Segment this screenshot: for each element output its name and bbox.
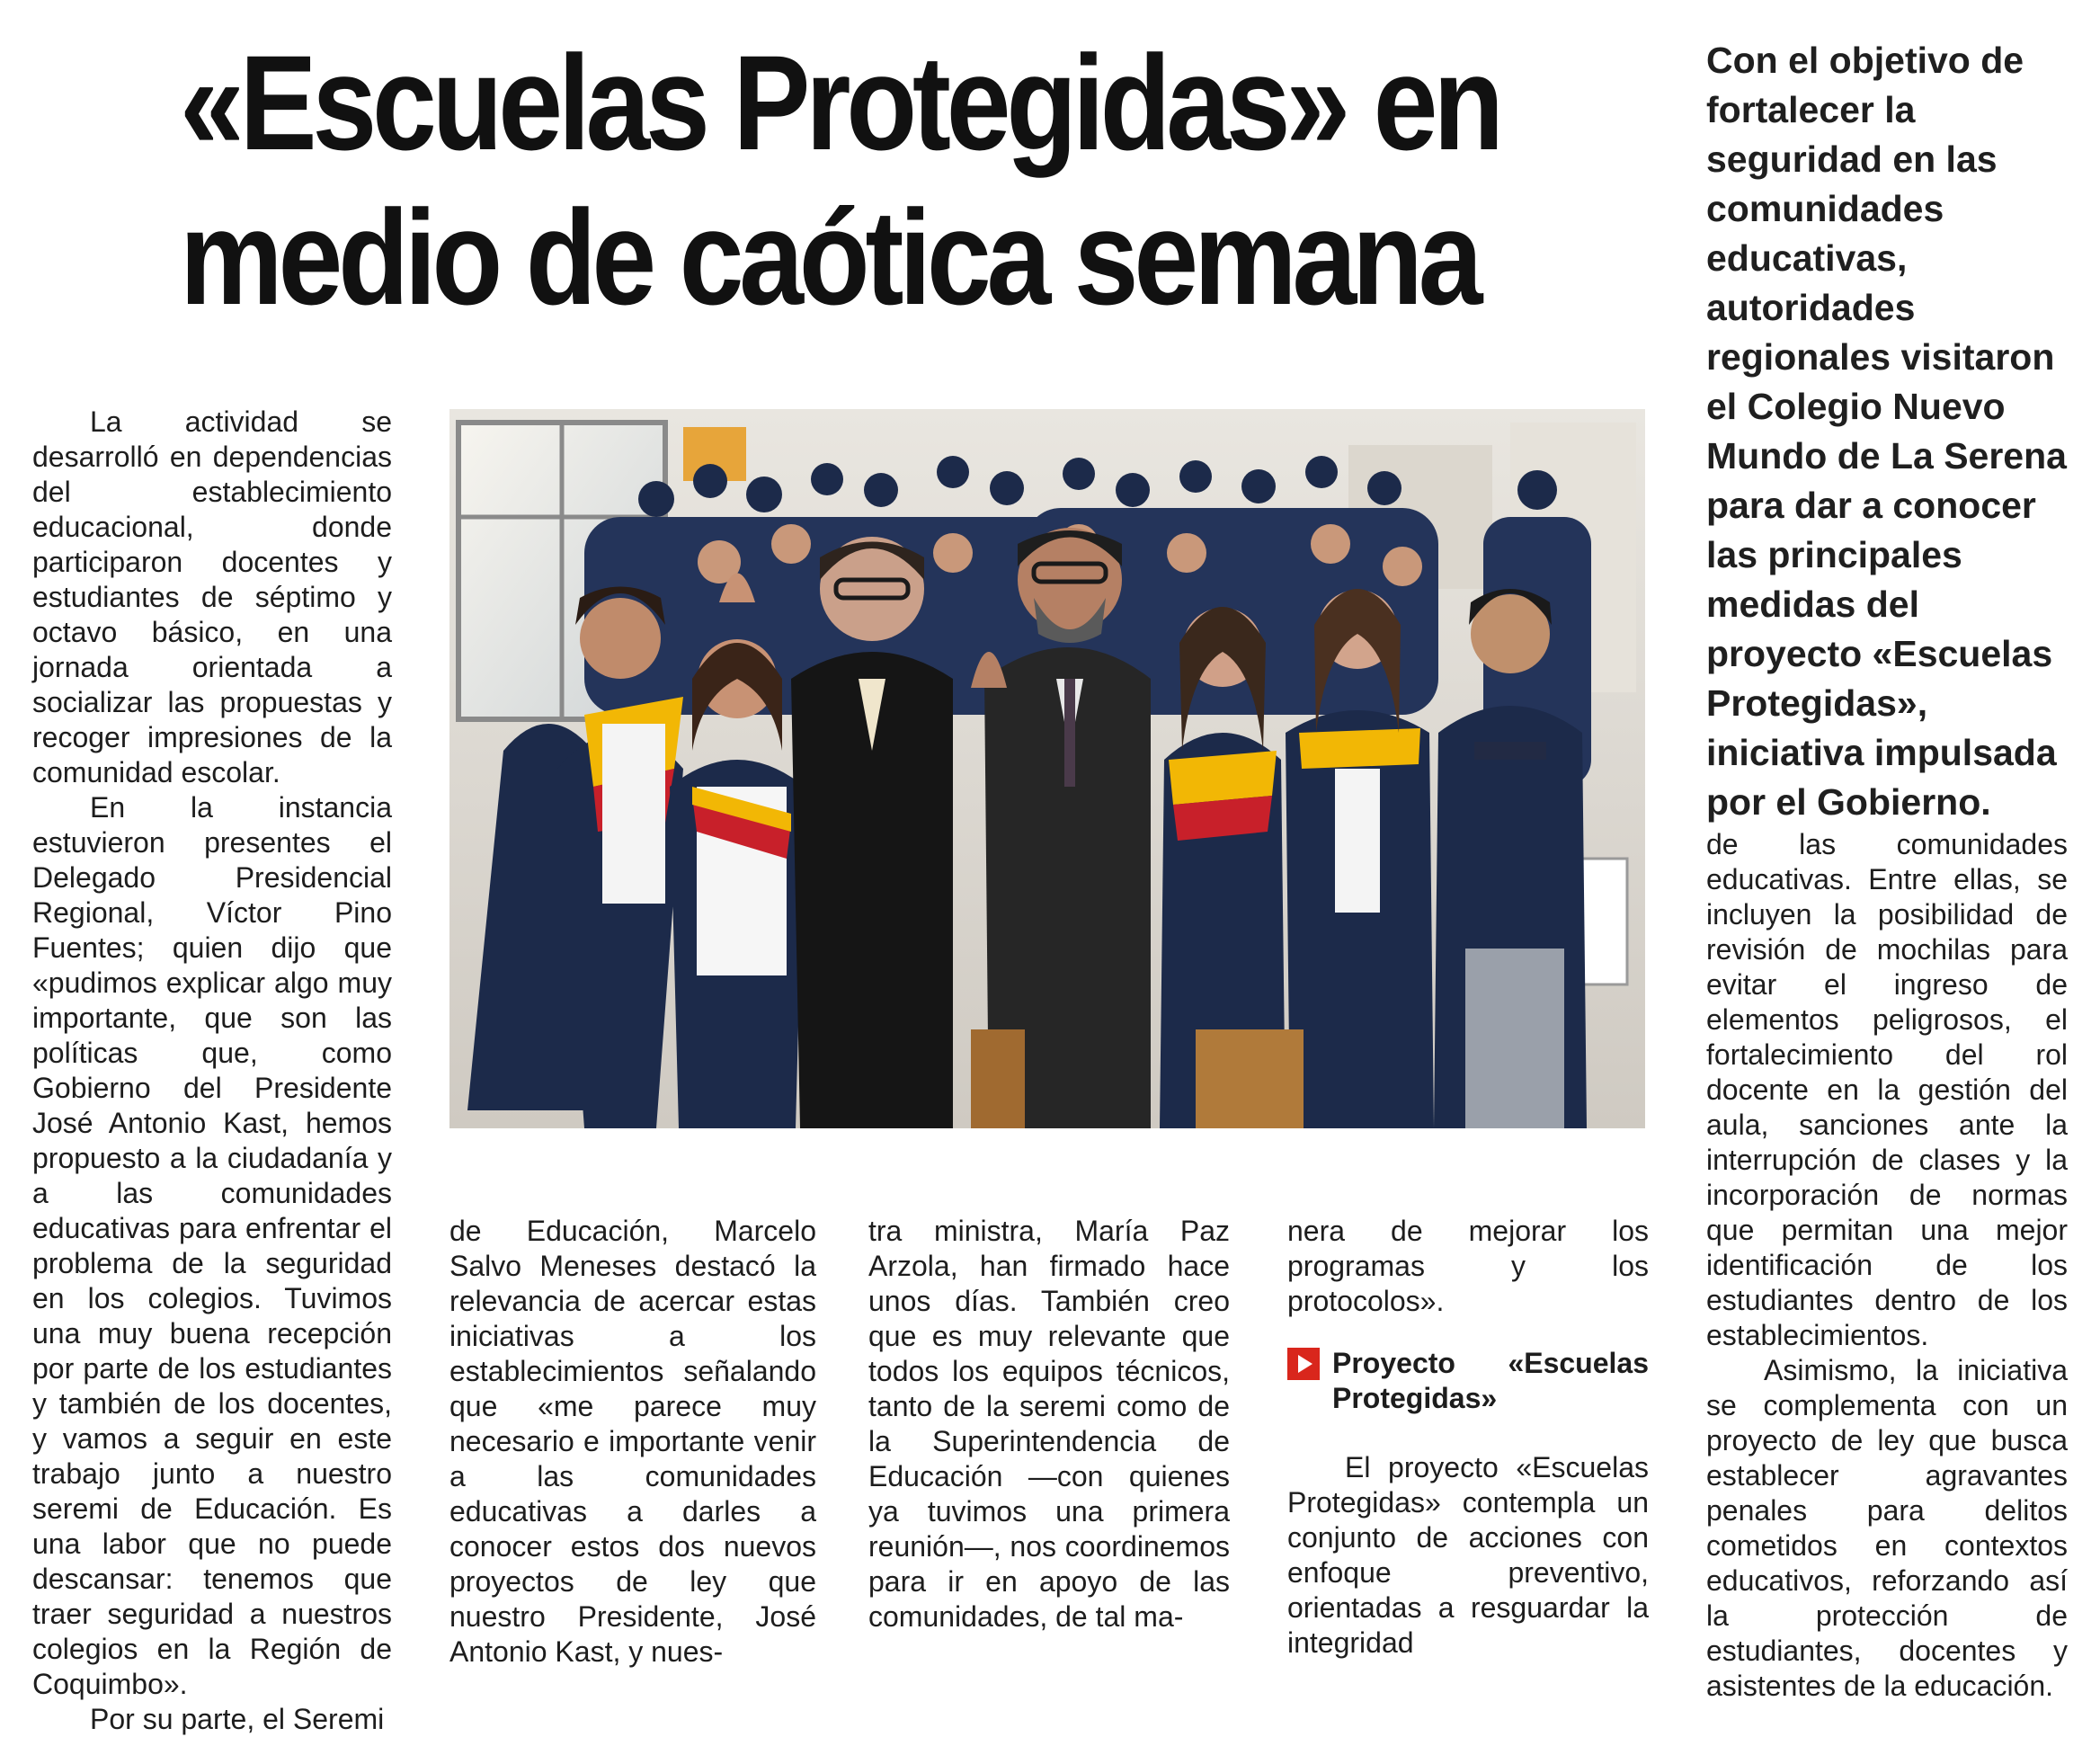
body-column-5 xyxy=(1706,827,2068,1702)
body-column-4 xyxy=(1287,1214,1649,1659)
paragraph: de Educación, Marcelo Salvo Meneses destacó la relevancia de acercar estas iniciativas a los establecimientos señalando que «me parece muy necesario e importante venir a las comunidades educativas a darles a conocer estos dos nuevos proyectos de ley que nuestro Presidente, José Antonio Kast, y nues- xyxy=(449,1215,816,1668)
paragraph: Por su parte, el Seremi xyxy=(90,1703,385,1735)
body-column-3 xyxy=(868,1214,1230,1633)
paragraph: tra ministra, María Paz Arzola, han firmado hace unos días. También creo que es muy relevante que todos los equipos técnicos, tanto de la seremi como de la Superintendencia de Educación —con quienes ya tuvimos una primera reunión—, nos coordinemos para ir en apoyo de las comunidades, de tal ma- xyxy=(868,1215,1230,1633)
paragraph: nera de mejorar los programas y los protocolos». xyxy=(1287,1215,1649,1317)
subhead-text: Proyecto «Escuelas Protegidas» xyxy=(1332,1347,1649,1414)
section-subhead xyxy=(1287,1346,1649,1416)
group-photo-illustration xyxy=(449,409,1645,1128)
paragraph: de las comunidades educativas. Entre ellas, se incluyen la posibilidad de revisión de mochilas para evitar el ingreso de elementos peligrosos, el fortalecimiento del rol docente en la gestión del aula, sanciones ante la interrupción de clases y la incorporación de normas que permitan una mejor identificación de los estudiantes dentro de los establecimientos. xyxy=(1706,828,2068,1351)
paragraph: El proyecto «Escuelas Protegidas» contempla un conjunto de acciones con enfoque preventivo, orientadas a resguardar la integridad xyxy=(1287,1451,1649,1659)
body-column-2 xyxy=(449,1214,816,1668)
headline xyxy=(180,25,1499,334)
play-arrow-icon xyxy=(1287,1348,1320,1380)
article-photo xyxy=(449,409,1645,1128)
paragraph: Asimismo, la iniciativa se complementa con un proyecto de ley que busca establecer agravantes penales para delitos cometidos en contextos educativos, reforzando así la protección de estudiantes, docentes y asistentes de la educación. xyxy=(1706,1354,2068,1702)
headline-line-2: medio de caótica semana xyxy=(180,182,1479,333)
lead-paragraph xyxy=(1706,36,2077,827)
body-column-1 xyxy=(32,405,392,1735)
paragraph: La actividad se desarrolló en dependencias del establecimiento educacional, donde participaron docentes y estudiantes de séptimo y octavo básico, en una jornada orientada a socializar las propuestas y recoger impresiones de la comunidad escolar. xyxy=(32,405,392,788)
headline-line-1: «Escuelas Protegidas» en xyxy=(180,27,1499,178)
paragraph: En la instancia estuvieron presentes el Delegado Presidencial Regional, Víctor Pino Fuentes; quien dijo que «pudimos explicar algo muy importante, que son las políticas que, como Gobierno del Presidente José Antonio Kast, hemos propuesto a la ciudadanía y a las comunidades educativas para enfrentar el problema de la seguridad en los colegios. Tuvimos una muy buena recepción por parte de los estudiantes y también de los docentes, y vamos a seguir en este trabajo junto a nuestro seremi de Educación. Es una labor que no puede descansar: tenemos que traer seguridad a nuestros colegios en la Región de Coquimbo». xyxy=(32,791,392,1700)
lead-text: Con el objetivo de fortalecer la seguridad en las comunidades educativas, autoridades regionales visitaron el Colegio Nuevo Mundo de La Serena para dar a conocer las principales medidas del proyecto «Escuelas Protegidas», iniciativa impulsada por el Gobierno. xyxy=(1706,40,2067,823)
